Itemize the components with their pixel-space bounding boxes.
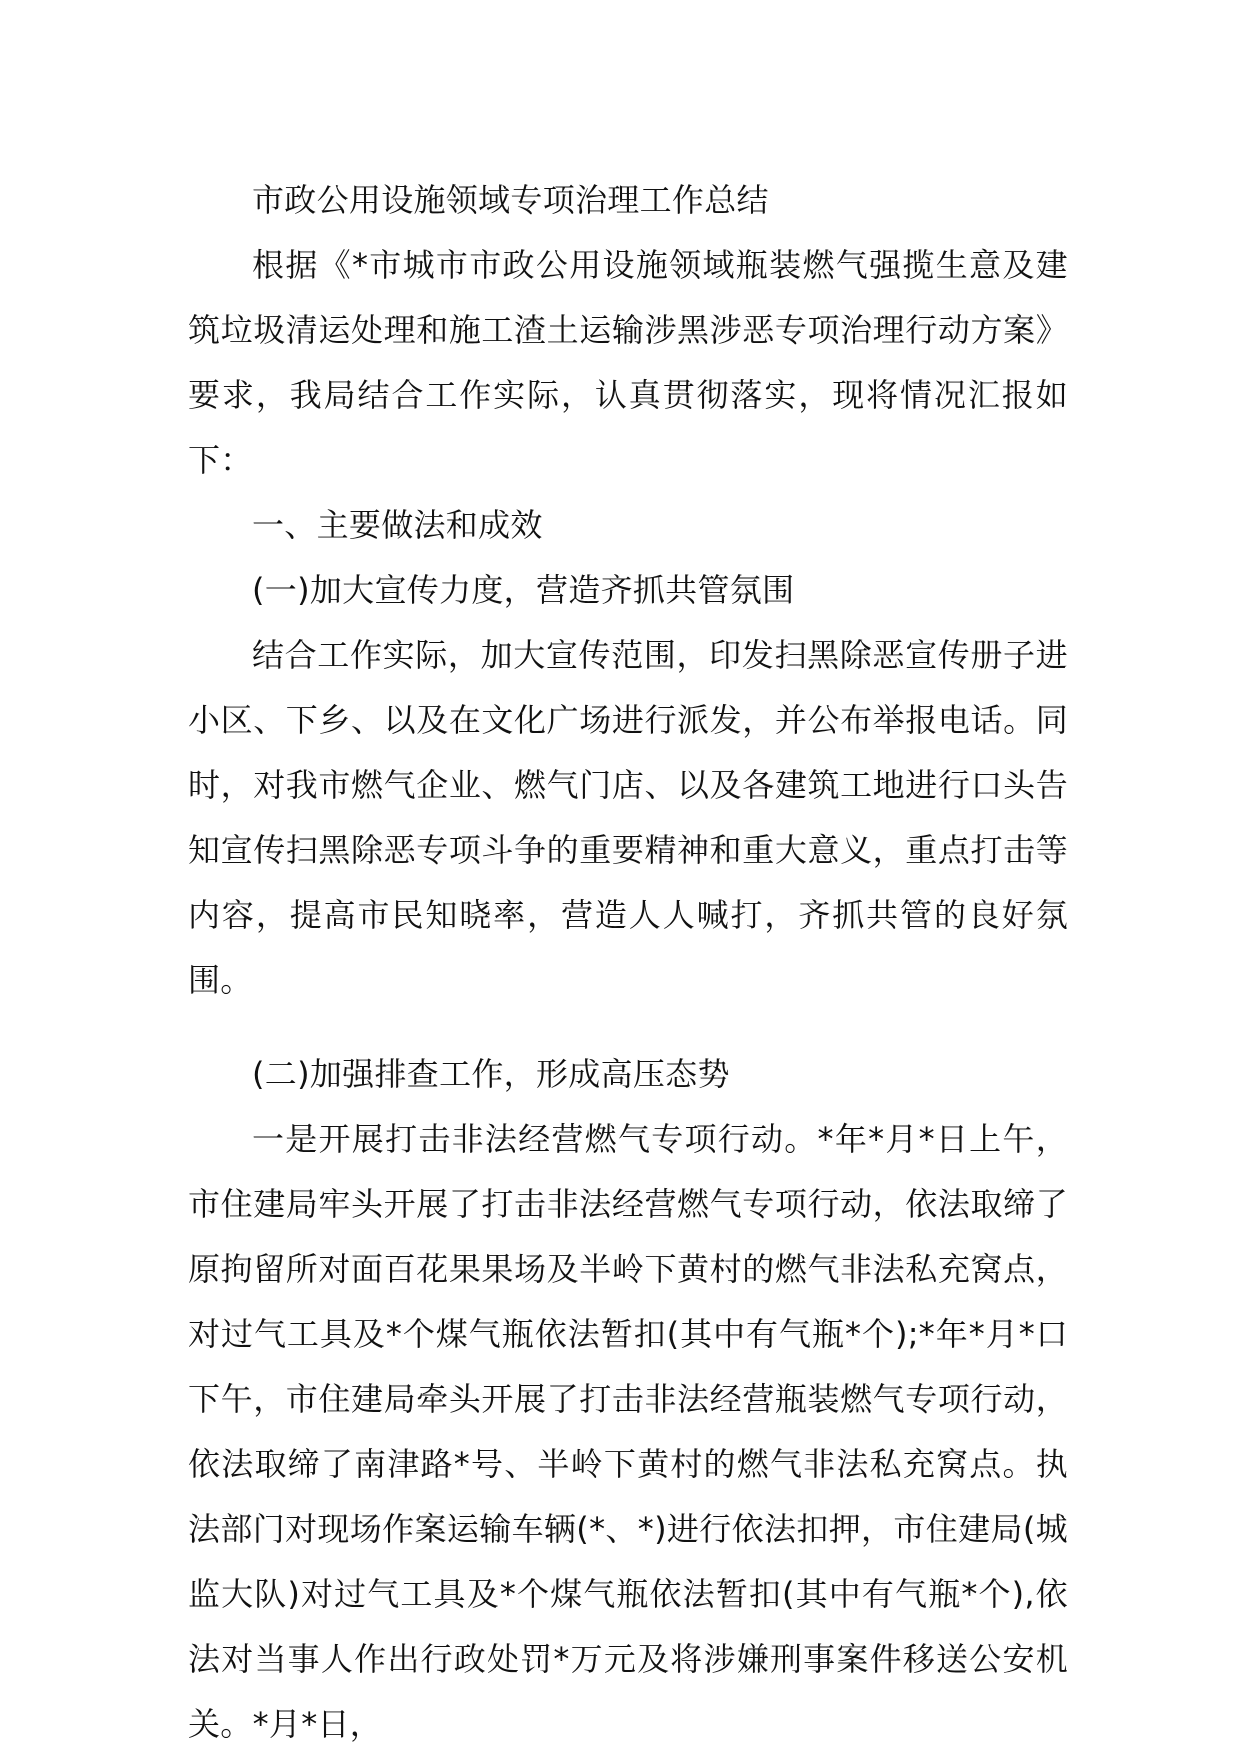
body-paragraph-1: 结合工作实际，加大宣传范围，印发扫黑除恶宣传册子进小区、下乡、以及在文化广场进行派发，并公布举报电话。同时，对我市燃气企业、燃气门店、以及各建筑工地进行口头告知宣传扫黑除恶专项斗争的重要精神和重大意义，重点打击等内容，提高市民知晓率，营造人人喊打，齐抓共管的良好氛围。 <box>188 636 1068 999</box>
subsection-heading-1: (一)加大宣传力度，营造齐抓共管氛围 <box>252 571 795 609</box>
document-body <box>188 168 1068 1757</box>
intro-paragraph: 根据《*市城市市政公用设施领域瓶装燃气强揽生意及建筑垃圾清运处理和施工渣土运输涉黑涉恶专项治理行动方案》要求，我局结合工作实际，认真贯彻落实，现将情况汇报如下： <box>188 246 1068 479</box>
subsection-heading-2: (二)加强排查工作，形成高压态势 <box>252 1055 730 1093</box>
section-heading-1: 一、主要做法和成效 <box>252 506 543 544</box>
body-paragraph-2: 一是开展打击非法经营燃气专项行动。*年*月*日上午，市住建局牢头开展了打击非法经营燃气专项行动，依法取缔了原拘留所对面百花果果场及半岭下黄村的燃气非法私充窝点，对过气工具及*个煤气瓶依法暂扣(其中有气瓶*个);*年*月*口下午，市住建局牵头开展了打击非法经营瓶装燃气专项行动，依法取缔了南津路*号、半岭下黄村的燃气非法私充窝点。执法部门对现场作案运输车辆(*、*)进行依法扣押，市住建局(城监大队)对过气工具及*个煤气瓶依法暂扣(其中有气瓶*个),依法对当事人作出行政处罚*万元及将涉嫌刑事案件移送公安机关。*月*日， <box>188 1120 1068 1743</box>
document-title: 市政公用设施领域专项治理工作总结 <box>252 181 769 219</box>
